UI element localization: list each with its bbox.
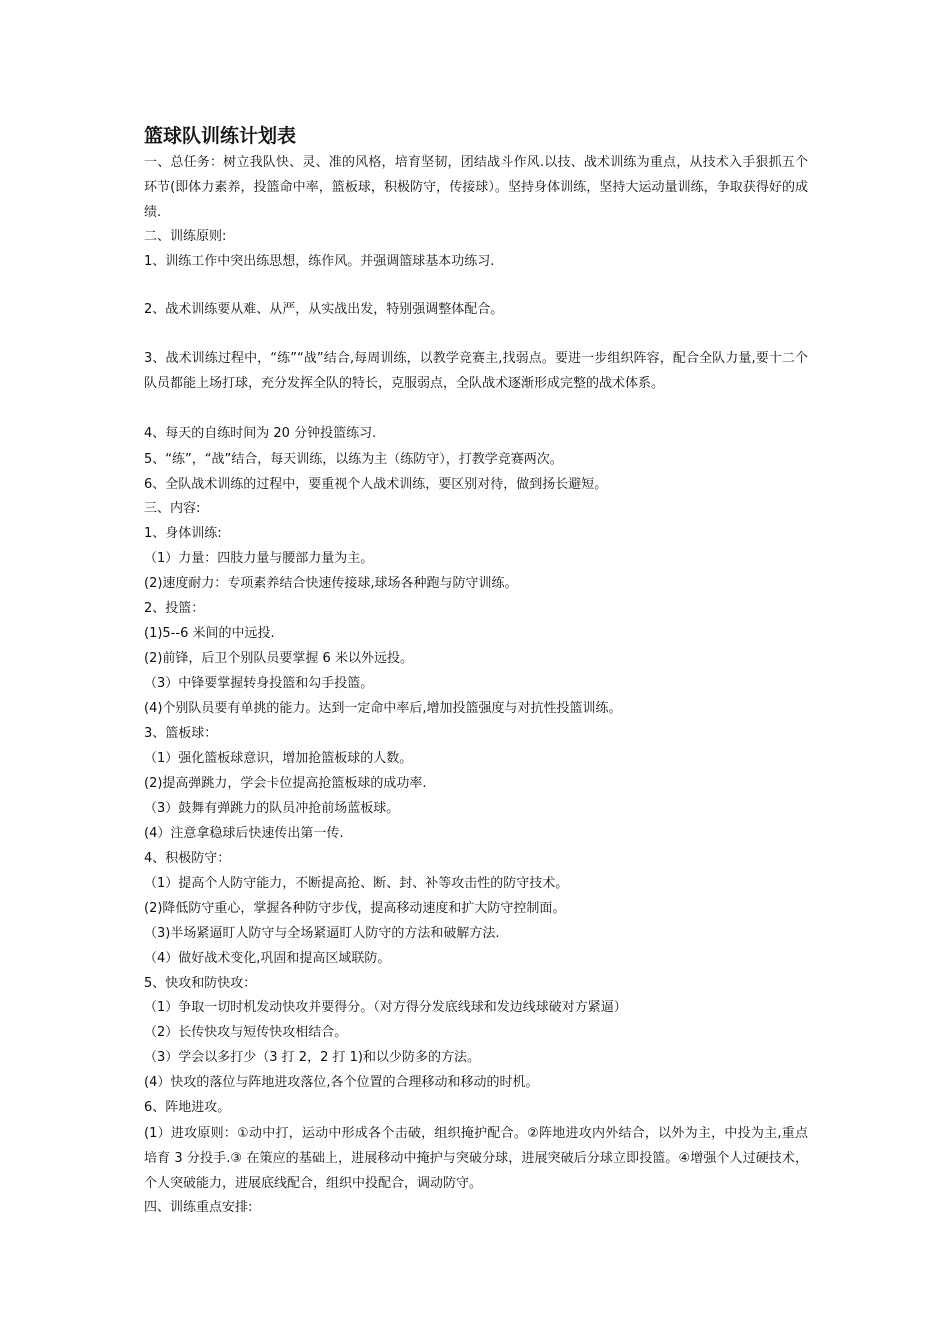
content-4-heading: 4、积极防守： [144,851,231,866]
content-3-item-1: （1）强化篮板球意识，增加抢篮板球的人数。 [144,751,413,766]
section-4-heading: 四、训练重点安排: [144,1200,253,1215]
content-2-item-1: (1)5--6 米间的中远投. [144,626,275,641]
content-1-item-2: (2)速度耐力：专项素养结合快速传接球,球场各种跑与防守训练。 [144,576,518,591]
content-3-item-3: （3）鼓舞有弹跳力的队员冲抢前场蓝板球。 [144,801,400,816]
content-2-item-2: (2)前锋，后卫个别队员要掌握 6 米以外远投。 [144,651,413,666]
document-title: 篮球队训练计划表 [144,125,297,147]
section-2-heading: 二、训练原则: [144,229,227,244]
content-5-item-4: (4）快攻的落位与阵地进攻落位,各个位置的合理移动和移动的时机。 [144,1075,539,1090]
principle-5: 5、“练”，“战”结合，每天训练，以练为主（练防守），打教学竞赛两次。 [144,452,563,467]
content-4-item-4: （4）做好战术变化,巩固和提高区域联防。 [144,951,391,966]
content-6-heading: 6、阵地进攻。 [144,1100,231,1115]
content-2-heading: 2、投篮： [144,601,205,616]
principle-3-paragraph: 3、战术训练过程中，“练”“战”结合,每周训练，以教学竞赛主,找弱点。要进一步组织阵容，配合全队力量,要十二个队员都能上场打球，充分发挥全队的特长，克服弱点，全队战术逐渐形成完整的战术体系。 [144,351,808,391]
content-3-heading: 3、篮板球： [144,726,218,741]
content-2-item-4: (4)个别队员要有单挑的能力。达到一定命中率后,增加投篮强度与对抗性投篮训练。 [144,701,622,716]
content-3-item-2: (2)提高弹跳力，学会卡位提高抢篮板球的成功率. [144,776,427,791]
principle-2: 2、战术训练要从难、从严，从实战出发，特别强调整体配合。 [144,302,504,317]
section-3-heading: 三、内容: [144,501,201,516]
content-5-item-2: （2）长传快攻与短传快攻相结合。 [144,1025,348,1040]
content-3-item-4: (4）注意拿稳球后快速传出第一传. [144,826,344,841]
content-5-item-3: （3）学会以多打少（3 打 2，2 打 1)和以少防多的方法。 [144,1050,480,1065]
content-1-heading: 1、身体训练: [144,526,222,541]
principle-6: 6、全队战术训练的过程中，要重视个人战术训练，要区别对待，做到扬长避短。 [144,477,608,492]
section-1-paragraph: 一、总任务：树立我队快、灵、准的风格，培育坚韧，团结战斗作风.以技、战术训练为重点，从技术入手狠抓五个环节(即体力素养，投篮命中率，篮板球，积极防守，传接球）。坚持身体训练，坚持大运动量训练，争取获得好的成绩. [144,155,808,220]
content-5-item-1: （1）争取一切时机发动快攻并要得分。（对方得分发底线球和发边线球破对方紧逼） [144,1000,627,1015]
content-4-item-2: (2)降低防守重心，掌握各种防守步伐，提高移动速度和扩大防守控制面。 [144,901,566,916]
content-4-item-3: （3)半场紧逼盯人防守与全场紧逼盯人防守的方法和破解方法. [144,926,500,941]
principle-4: 4、每天的自练时间为 20 分钟投篮练习. [144,426,377,441]
content-4-item-1: （1）提高个人防守能力，不断提高抢、断、封、补等攻击性的防守技术。 [144,876,569,891]
content-5-heading: 5、快攻和防快攻： [144,976,257,991]
content-1-item-1: （1）力量：四肢力量与腰部力量为主。 [144,551,374,566]
content-6-item-1-paragraph: (1）进攻原则：①动中打，运动中形成各个击破，组织掩护配合。②阵地进攻内外结合，以外为主，中投为主,重点培育 3 分投手.③ 在策应的基础上，进展移动中掩护与突破分球，进展突破后分球立即投篮。④增强个人过硬技术，个人突破能力，进展底线配合，组织中投配合，调动防守。 [144,1126,808,1191]
content-2-item-3: （3）中锋要掌握转身投篮和勾手投篮。 [144,676,374,691]
principle-1: 1、训练工作中突出练思想，练作风。并强调篮球基本功练习. [144,254,495,269]
